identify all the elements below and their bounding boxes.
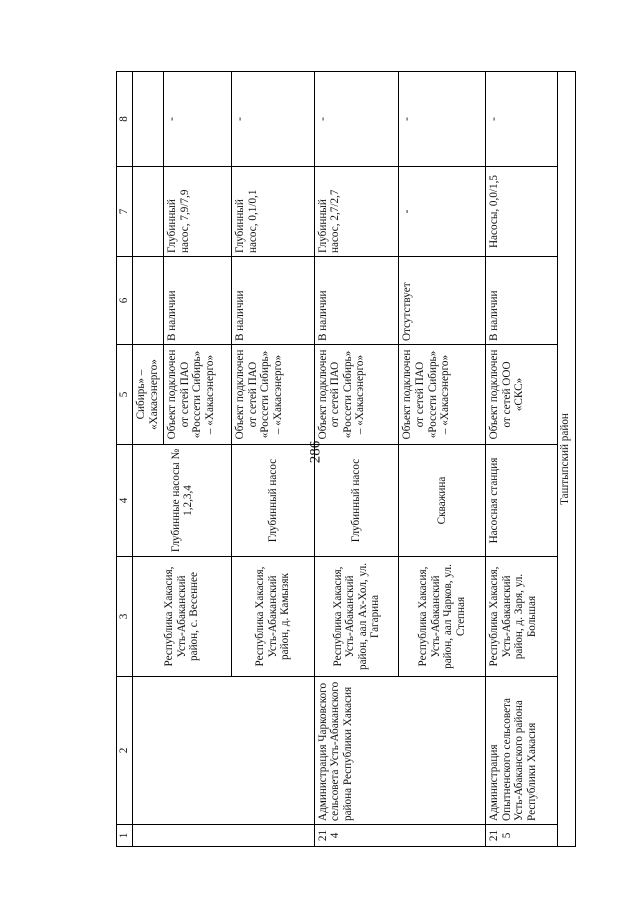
- table-cell: -: [399, 72, 486, 167]
- table-cell: Объект подключен от сетей ПАО «Россети Сибирь» – «Хакасэнерго»: [399, 345, 486, 445]
- table-cell: Республика Хакасия, Усть-Абаканский район, д. Заря, ул. Большая: [486, 557, 558, 677]
- table-cell: -: [486, 72, 558, 167]
- column-header: 5: [117, 345, 133, 445]
- table-cell: Насосная станция: [486, 445, 558, 557]
- column-header: 3: [117, 557, 133, 677]
- table-cell: Насосы, 0,0/1,5: [486, 167, 558, 257]
- table-cell: Республика Хакасия, Усть-Абаканский район, аал Чарков, ул. Степная: [399, 557, 486, 677]
- table-cell: Глубинный насос: [314, 445, 399, 557]
- table-cell: Республика Хакасия, Усть-Абаканский район, с. Весеннее: [133, 557, 232, 677]
- table-cell: Объект подключен от сетей ПАО «Россети Сибирь» – «Хакасэнерго»: [314, 345, 399, 445]
- table-cell: Объект подключен от сетей ПАО «Россети Сибирь» – «Хакасэнерго»: [232, 345, 315, 445]
- table-cell: Глубинный насос: [232, 445, 315, 557]
- column-header: 7: [117, 167, 133, 257]
- column-header: 1: [117, 825, 133, 847]
- table-cell: В наличии: [164, 257, 232, 345]
- table-cell: Глубинный насос, 2,7/2,7: [314, 167, 399, 257]
- table-cell: В наличии: [232, 257, 315, 345]
- row-number: 214: [314, 825, 485, 847]
- table-cell: [133, 825, 315, 847]
- page-number: 286: [307, 440, 324, 464]
- table-cell: В наличии: [314, 257, 399, 345]
- section-row: [558, 72, 576, 847]
- table-cell: -: [232, 72, 315, 167]
- section-heading: Таштыпский район: [558, 72, 576, 847]
- table-cell: Скважина: [399, 445, 486, 557]
- table-cell: Глубинный насос, 7,9/7,9: [164, 167, 232, 257]
- organization-cell: Администрация Опытненского сельсовета Усть-Абаканского района Республики Хакасия: [486, 677, 558, 825]
- table-cell: -: [164, 72, 232, 167]
- table-cell: Сибирь» – «Хакасэнерго»: [133, 345, 164, 445]
- table-cell: [133, 677, 315, 825]
- table-row: [133, 72, 164, 847]
- table-cell: Глубинные насосы № 1,2,3,4: [133, 445, 232, 557]
- table-cell: Объект подключен от сетей ООО «СКС»: [486, 345, 558, 445]
- header-row: [117, 72, 133, 847]
- table-cell: В наличии: [486, 257, 558, 345]
- organization-cell: Администрация Чарковского сельсовета Усть-Абаканского района Республики Хакасия: [314, 677, 485, 825]
- table-cell: [133, 72, 164, 167]
- table-cell: [133, 167, 164, 257]
- rotated-table-wrapper: [116, 72, 576, 847]
- table-row: [486, 72, 558, 847]
- table-cell: -: [314, 72, 399, 167]
- column-header: 6: [117, 257, 133, 345]
- table-cell: Объект подключен от сетей ПАО «Россети Сибирь» – «Хакасэнерго»: [164, 345, 232, 445]
- table-cell: -: [399, 167, 486, 257]
- table-row: [314, 72, 399, 847]
- table-cell: Глубинный насос, 0,1/0,1: [232, 167, 315, 257]
- column-header: 4: [117, 445, 133, 557]
- column-header: 8: [117, 72, 133, 167]
- table-cell: Республика Хакасия, Усть-Абаканский район, д. Камызяк: [232, 557, 315, 677]
- table-cell: Отсутствует: [399, 257, 486, 345]
- data-table: [116, 71, 576, 847]
- row-number: 215: [486, 825, 558, 847]
- table-cell: Республика Хакасия, Усть-Абаканский район, аал Ах-Хол, ул. Гагарина: [314, 557, 399, 677]
- table-cell: [133, 257, 164, 345]
- column-header: 2: [117, 677, 133, 825]
